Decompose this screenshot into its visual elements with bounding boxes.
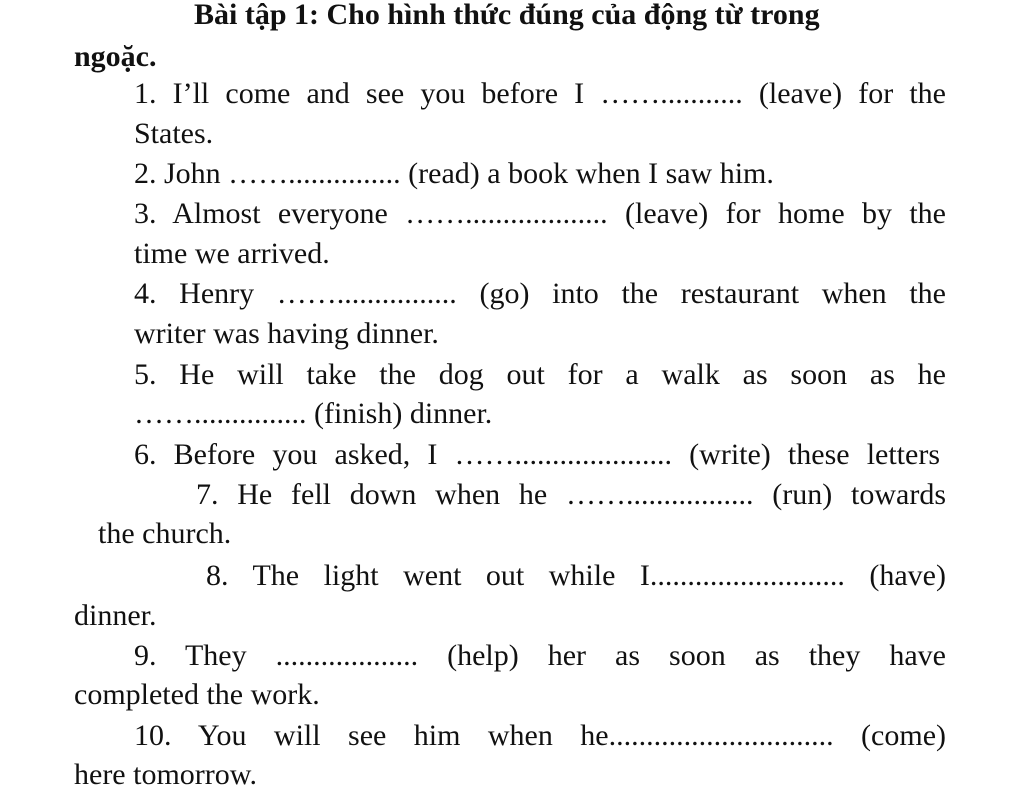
exercise-9-line-1: 9. They ................... (help) her as soon as they have [134,639,946,672]
exercise-7-line-1: 7. He fell down when he ……................. (run) towards [196,478,946,511]
exercise-10-line-1: 10. You will see him when he.............................. (come) [134,719,946,752]
exercise-7-line-2: the church. [98,517,232,550]
exercise-4-line-2: writer was having dinner. [134,317,439,350]
exercise-1-line-1: 1. I’ll come and see you before I ……........... (leave) for the [134,77,946,110]
exercise-10-line-2: here tomorrow. [74,758,257,791]
exercise-3-line-1: 3. Almost everyone ……................... (leave) for home by the [134,197,946,230]
exercise-1-line-2: States. [134,117,214,150]
exercise-5-line-1: 5. He will take the dog out for a walk as soon as he [134,358,946,391]
exercise-9-line-2: completed the work. [74,678,320,711]
exercise-3-line-2: time we arrived. [134,237,330,270]
exercise-4-line-1: 4. Henry ……................ (go) into the restaurant when the [134,277,946,310]
exercise-5-line-2: ……............... (finish) dinner. [134,397,493,430]
exercise-8-line-1: 8. The light went out while I.......................... (have) [206,559,946,592]
exercise-2-line-1: 2. John ……............... (read) a book when I saw him. [134,157,774,190]
exercise-title: Bài tập 1: Cho hình thức đúng của động từ trong ngoặc. [74,0,820,73]
exercise-6-line-1: 6. Before you asked, I ……..................... (write) these letters [134,438,940,471]
exercise-8-line-2: dinner. [74,599,157,632]
